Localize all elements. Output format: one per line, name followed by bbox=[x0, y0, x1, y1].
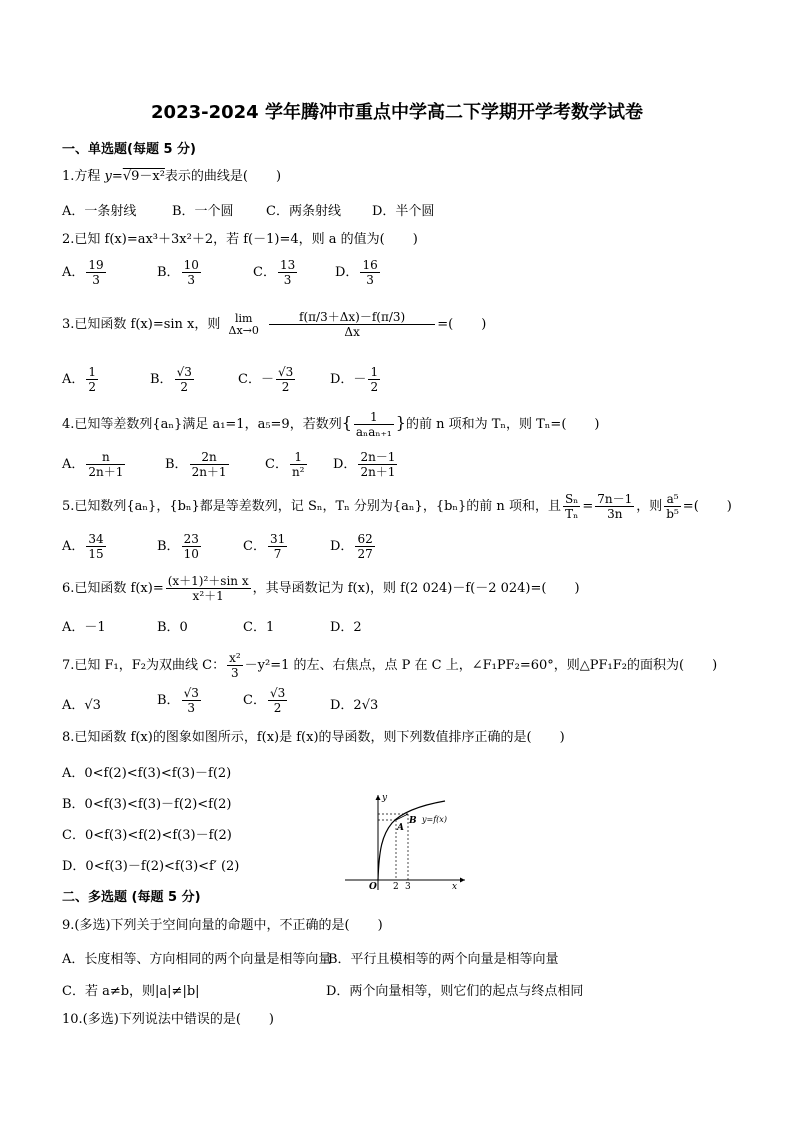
y-axis-label: y bbox=[382, 793, 388, 803]
section-heading-multiple-choice: 二、多选题 (每题 5 分) bbox=[62, 890, 201, 905]
q4-option-c: C． $\frac{1}{\text{n²}}$ bbox=[265, 450, 305, 479]
question-10: 10.(多选)下列说法中错误的是( ) bbox=[62, 1012, 274, 1027]
question-5: 5.已知数列{aₙ}，{bₙ}都是等差数列，记 Sₙ，Tₙ 分别为{aₙ}，{bₙ}的前 n 项和，且 $\frac{\text{Sₙ}}{\text{Tₙ}}$ = $\frac{7n-1}{3n}$ ，则 $\frac{\text{a⁵}}{\text{b⁵}}$ =( ) bbox=[62, 492, 732, 521]
q1-stem-b: 表示的曲线是( bbox=[164, 169, 248, 184]
q6-option-b: B．0 bbox=[157, 620, 188, 635]
page-title: 2023-2024 学年腾冲市重点中学高二下学期开学考数学试卷 bbox=[151, 102, 643, 123]
point-b-label: B bbox=[409, 816, 417, 826]
q3-option-b: B． $\frac{√3}{2}$ bbox=[150, 365, 192, 394]
question-8: 8.已知函数 f(x)的图象如图所示，f(x)是 f(x)的导函数，则下列数值排序正确的是( ) bbox=[62, 730, 565, 745]
q9-option-d: D．两个向量相等，则它们的起点与终点相同 bbox=[326, 984, 584, 999]
q3-limit: lim Δx→0 bbox=[228, 311, 259, 337]
question-6: 6.已知函数 f(x)= $\frac{\text{(x＋1)²＋sin x}}{\text{x²＋1}}$ ，其导函数记为 f(x)，则 f(2 024)－f(－2 024)=( ) bbox=[62, 574, 580, 603]
q1-stem-a: 1.方程 bbox=[62, 169, 105, 184]
q5-option-a: A． $\frac{34}{15}$ bbox=[62, 532, 104, 561]
q2-option-b: B． $\frac{10}{3}$ bbox=[157, 258, 199, 287]
x-axis-label: x bbox=[452, 882, 458, 892]
q4-option-a: A． $\frac{n}{2n+1}$ bbox=[62, 450, 124, 479]
q7-option-a: A．√3 bbox=[62, 698, 101, 713]
q2-option-d: D． $\frac{16}{3}$ bbox=[335, 258, 378, 287]
q2-stem: 2.已知 f(x)=ax³＋3x²＋2，若 f(－1)=4，则 a 的值为( bbox=[62, 232, 385, 247]
q7-stem-b: －y²=1 的左、右焦点，点 P 在 C 上，∠F₁PF₂=60°，则△PF₁F₂的面积为( bbox=[244, 658, 685, 673]
x-axis-arrow bbox=[460, 878, 465, 883]
q6-option-a: A．－1 bbox=[62, 620, 106, 635]
point-a-label: A bbox=[397, 823, 404, 833]
q6-option-d: D．2 bbox=[330, 620, 362, 635]
q3-option-d: D．－ $\frac{1}{2}$ bbox=[330, 365, 379, 394]
q4-option-d: D． $\frac{2n-1}{2n+1}$ bbox=[333, 450, 396, 479]
q3-option-a: A． $\frac{1}{2}$ bbox=[62, 365, 97, 394]
q9-option-b: B．平行且模相等的两个向量是相等向量 bbox=[328, 952, 559, 967]
q8-function-graph bbox=[340, 790, 470, 895]
q1-option-d: D．半个圆 bbox=[372, 204, 435, 219]
q4-stem-b: 的前 n 项和为 Tₙ，则 Tₙ=( bbox=[405, 417, 567, 432]
q9-stem: 9.(多选)下列关于空间向量的命题中，不正确的是( bbox=[62, 918, 350, 933]
q8-option-b: B．0<f(3)<f(3)－f(2)<f(2) bbox=[62, 797, 232, 812]
q7-option-b: B． $\frac{√3}{3}$ bbox=[157, 686, 199, 715]
q5-option-c: C． $\frac{31}{7}$ bbox=[243, 532, 286, 561]
q3-fraction: $\frac{f(\pi/3+\Delta x)-f(\pi/3)}{\Delta x}$ bbox=[269, 310, 435, 339]
q6-option-c: C．1 bbox=[243, 620, 275, 635]
q7-option-c: C． $\frac{√3}{2}$ bbox=[243, 686, 286, 715]
q6-stem-a: 6.已知函数 f(x)= bbox=[62, 581, 164, 596]
q2-option-a: A． $\frac{19}{3}$ bbox=[62, 258, 104, 287]
y-axis-arrow bbox=[376, 795, 381, 800]
q3-stem: 3.已知函数 f(x)=sin x，则 bbox=[62, 317, 221, 332]
q1-option-a: A．一条射线 bbox=[62, 204, 137, 219]
q3-tail: =( bbox=[437, 317, 454, 332]
q7-option-d: D．2√3 bbox=[330, 698, 379, 713]
tick-label-2: 2 bbox=[393, 882, 399, 892]
tick-label-3: 3 bbox=[405, 882, 411, 892]
q8-option-a: A．0<f(2)<f(3)<f(3)－f(2) bbox=[62, 766, 232, 781]
origin-label: O bbox=[369, 882, 377, 892]
q9-option-a: A．长度相等、方向相同的两个向量是相等向量 bbox=[62, 952, 332, 967]
q1-option-b: B．一个圆 bbox=[172, 204, 234, 219]
q1-close: ) bbox=[276, 169, 282, 184]
question-1: 1.方程 y=√9－x²表示的曲线是( ) bbox=[62, 169, 282, 184]
q5-option-d: D． $\frac{62}{27}$ bbox=[330, 532, 373, 561]
question-2 bbox=[62, 231, 418, 249]
function-label: y=f(x) bbox=[422, 815, 447, 824]
q1-option-c: C．两条射线 bbox=[266, 204, 341, 219]
q1-sqrt: √9－x² bbox=[122, 169, 165, 184]
q6-stem-b: ，其导函数记为 f(x)，则 f(2 024)－f(－2 024)=( bbox=[252, 581, 547, 596]
q8-option-d: D．0<f(3)－f(2)<f(3)<f′ (2) bbox=[62, 859, 240, 874]
q10-stem: 10.(多选)下列说法中错误的是( bbox=[62, 1012, 241, 1027]
question-4: 4.已知等差数列{aₙ}满足 a₁=1，a₅=9，若数列{ $\frac{1}{\text{aₙaₙ₊₁}}$ }的前 n 项和为 Tₙ，则 Tₙ=( ) bbox=[62, 410, 600, 439]
question-3: 3.已知函数 f(x)=sin x，则 lim Δx→0 $\frac{f(\pi/3+\Delta x)-f(\pi/3)}{\Delta x}$ =( ) bbox=[62, 310, 487, 339]
function-curve bbox=[378, 801, 445, 880]
q3-option-c: C．－ $\frac{√3}{2}$ bbox=[238, 365, 294, 394]
q2-option-c: C． $\frac{13}{3}$ bbox=[253, 258, 296, 287]
section-heading-single-choice: 一、单选题(每题 5 分) bbox=[62, 142, 196, 157]
question-9: 9.(多选)下列关于空间向量的命题中，不正确的是( ) bbox=[62, 918, 383, 933]
q5-stem-a: 5.已知数列{aₙ}，{bₙ}都是等差数列，记 Sₙ，Tₙ 分别为{aₙ}，{bₙ}的前 n 项和，且 bbox=[62, 499, 561, 514]
question-7: 7.已知 F₁，F₂为双曲线 C： $\frac{\text{x²}}{3}$ －y²=1 的左、右焦点，点 P 在 C 上，∠F₁PF₂=60°，则△PF₁F₂的面积为( ) bbox=[62, 651, 718, 680]
q7-stem-a: 7.已知 F₁，F₂为双曲线 C： bbox=[62, 658, 226, 673]
q4-option-b: B． $\frac{2n}{2n+1}$ bbox=[165, 450, 227, 479]
q2-close: ) bbox=[412, 232, 418, 247]
q8-stem: 8.已知函数 f(x)的图象如图所示，f(x)是 f(x)的导函数，则下列数值排序正确的是( bbox=[62, 730, 532, 745]
q9-option-c: C．若 a≠b，则|a|≠|b| bbox=[62, 984, 200, 999]
q5-option-b: B． $\frac{23}{10}$ bbox=[157, 532, 199, 561]
q8-option-c: C．0<f(3)<f(2)<f(3)－f(2) bbox=[62, 828, 232, 843]
q4-stem-a: 4.已知等差数列{aₙ}满足 a₁=1，a₅=9，若数列 bbox=[62, 417, 342, 432]
